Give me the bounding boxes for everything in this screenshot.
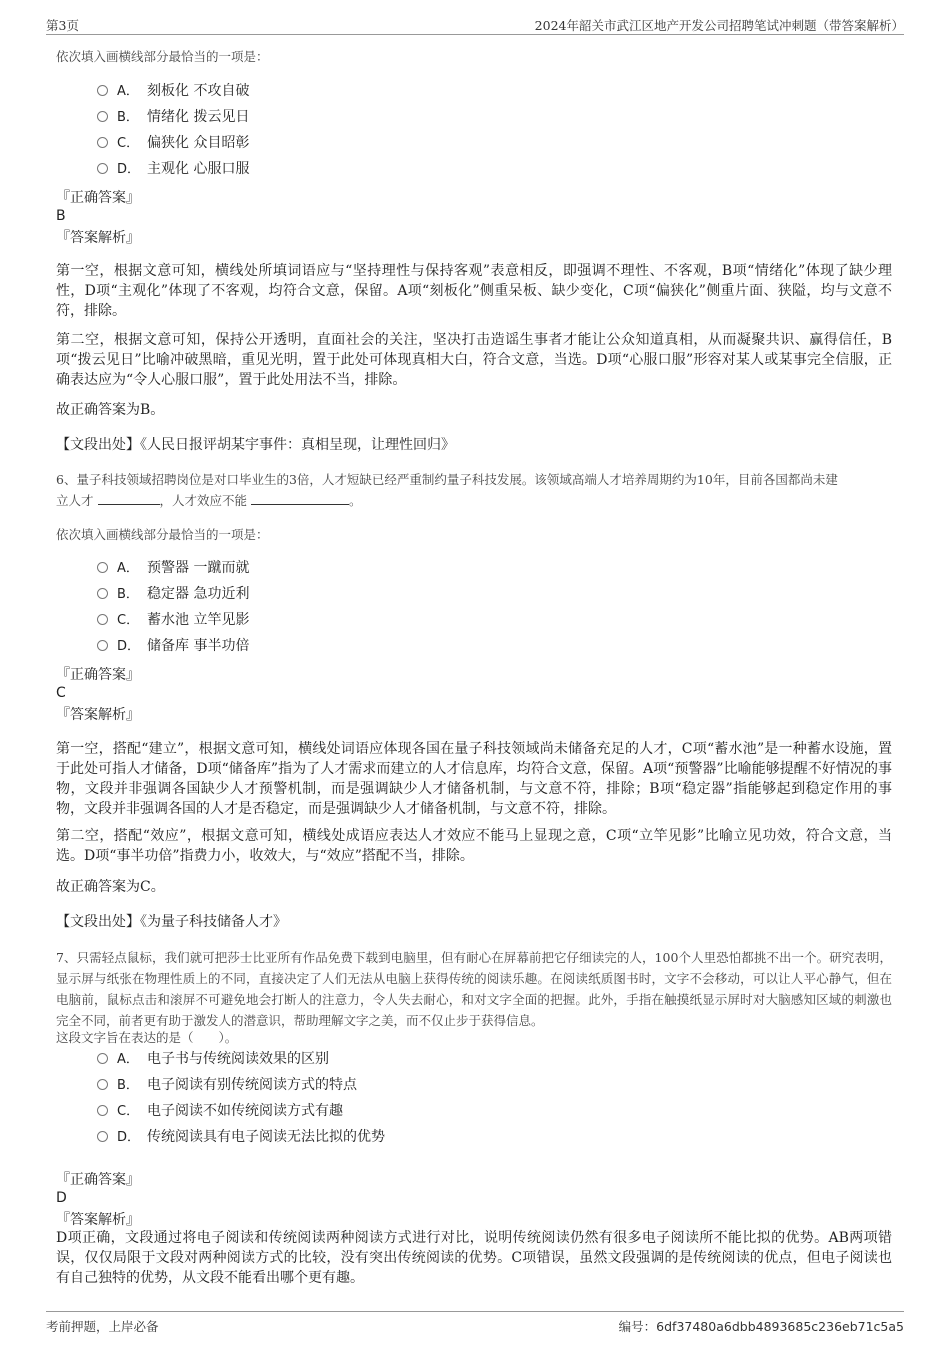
q6-analysis-para1: 第一空，搭配“建立”，根据文意可知，横线处词语应体现各国在量子科技领域尚未储备充足的人才，C项“蓄水池”是一种蓄水设施，置于此处可指人才储备，D项“储备库”指为了人才需求而建立的人才信息库，均符合文意，保留。A项“预警器”比喻能够提醒不好情况的事物，文段并非强调各国缺少人才预警机制，而是强调缺少人才储备机制，与文意不符，排除；B项“稳定器”指能够起到稳定作用的事物，文段并非强调各国的人才是否稳定，而是强调缺少人才储备机制，与文意不符，排除。 (56, 741, 892, 817)
radio-icon[interactable] (97, 1053, 108, 1064)
q6-stem: 6、量子科技领域招聘岗位是对口毕业生的3倍，人才短缺已经严重制约量子科技发展。该领域高端人才培养周期约为10年，目前各国都尚未建 立人才 ，人才效应不能 。 (56, 472, 838, 508)
radio-icon[interactable] (97, 85, 108, 96)
q5-analysis-para2: 第二空，根据文意可知，保持公开透明，直面社会的关注，坚决打击造谣生事者才能让公众知道真相，从而凝聚共识、赢得信任，B项“拨云见日”比喻冲破黑暗，重见光明，置于此处可体现真相大白，符合文意，当选。D项“心服口服”形容对某人或某事完全信服，正确表达应为“令人心服口服”，置于此处用法不当，排除。 (56, 332, 892, 388)
radio-icon[interactable] (97, 588, 108, 599)
q7-analysis-para1: D项正确，文段通过将电子阅读和传统阅读两种阅读方式进行对比，说明传统阅读仍然有很多电子阅读所不能比拟的优势。AB两项错误，仅仅局限于文段对两种阅读方式的比较，没有突出传统阅读的优势。C项错误，虽然文段强调的是传统阅读的优点，但电子阅读也有自己独特的优势，从文段不能看出哪个更有趣。 (56, 1230, 892, 1286)
document-code: 编号：6df37480a6dbb4893685c236eb71c5a5 (618, 1319, 904, 1334)
q5-option-c[interactable]: C． 偏狭化 众目昭彰 (97, 133, 249, 153)
q6-option-b[interactable]: B． 稳定器 急功近利 (97, 584, 249, 604)
page-header (46, 14, 904, 35)
q5-answer-label: 『正确答案』 (56, 190, 140, 206)
q7-answer: D (56, 1190, 67, 1206)
page-number: 第3页 (46, 18, 79, 33)
q7-answer-label: 『正确答案』 (56, 1172, 140, 1188)
q5-answer: B (56, 208, 66, 224)
radio-icon[interactable] (97, 640, 108, 651)
document-title: 2024年韶关市武江区地产开发公司招聘笔试冲刺题（带答案解析） (534, 18, 904, 33)
q5-option-a[interactable]: A． 刻板化 不攻自破 (97, 81, 249, 101)
radio-icon[interactable] (97, 1131, 108, 1142)
radio-icon[interactable] (97, 1079, 108, 1090)
fill-blank-1 (98, 492, 160, 505)
q5-prompt: 依次填入画横线部分最恰当的一项是： (56, 49, 269, 64)
q7-option-c[interactable]: C． 电子阅读不如传统阅读方式有趣 (97, 1101, 343, 1121)
q6-option-d[interactable]: D． 储备库 事半功倍 (97, 636, 249, 656)
q5-source: 【文段出处】《人民日报评胡某宇事件：真相呈现，让理性回归》 (56, 437, 455, 453)
q5-analysis-label: 『答案解析』 (56, 230, 140, 246)
q6-option-c[interactable]: C． 蓄水池 立竿见影 (97, 610, 249, 630)
q6-answer: C (56, 685, 66, 701)
q5-analysis-para1: 第一空，根据文意可知，横线处所填词语应与“坚持理性与保持客观”表意相反，即强调不理性、不客观，B项“情绪化”体现了缺少理性，D项“主观化”体现了不客观，均符合文意，保留。A项“刻板化”侧重呆板、缺少变化，C项“偏狭化”侧重片面、狭隘，均与文意不符，排除。 (56, 263, 892, 319)
radio-icon[interactable] (97, 1105, 108, 1116)
fill-blank-2 (251, 492, 349, 505)
radio-icon[interactable] (97, 614, 108, 625)
q7-question: 这段文字旨在表达的是（ ）。 (56, 1030, 238, 1045)
q7-stem: 7、只需轻点鼠标，我们就可把莎士比亚所有作品免费下载到电脑里，但有耐心在屏幕前把它仔细读完的人，100个人里恐怕都挑不出一个。研究表明，显示屏与纸张在物理性质上的不同，直接决定了人们无法从电脑上获得传统的阅读乐趣。在阅读纸质图书时，文字不会移动，可以让人平心静气，但在电脑前，鼠标点击和滚屏不可避免地会打断人的注意力，令人失去耐心，和对文字全面的把握。此外，手指在触摸纸显示屏时对大脑感知区域的刺激也完全不同，前者更有助于激发人的潜意识，帮助理解文字之美，而不仅止步于获得信息。 (56, 950, 892, 1028)
q6-conclusion: 故正确答案为C。 (56, 879, 165, 895)
radio-icon[interactable] (97, 562, 108, 573)
radio-icon[interactable] (97, 163, 108, 174)
q7-option-a[interactable]: A． 电子书与传统阅读效果的区别 (97, 1049, 329, 1069)
q6-prompt: 依次填入画横线部分最恰当的一项是： (56, 527, 269, 542)
q5-conclusion: 故正确答案为B。 (56, 402, 165, 418)
radio-icon[interactable] (97, 137, 108, 148)
page-footer (46, 1311, 904, 1332)
q6-option-a[interactable]: A． 预警器 一蹴而就 (97, 558, 249, 578)
q6-answer-label: 『正确答案』 (56, 667, 140, 683)
q7-analysis-label: 『答案解析』 (56, 1212, 140, 1228)
q7-option-b[interactable]: B． 电子阅读有别传统阅读方式的特点 (97, 1075, 357, 1095)
q5-option-b[interactable]: B． 情绪化 拨云见日 (97, 107, 249, 127)
radio-icon[interactable] (97, 111, 108, 122)
q6-source: 【文段出处】《为量子科技储备人才》 (56, 914, 287, 930)
q7-option-d[interactable]: D． 传统阅读具有电子阅读无法比拟的优势 (97, 1127, 385, 1147)
footer-slogan: 考前押题，上岸必备 (46, 1319, 159, 1334)
q6-analysis-para2: 第二空，搭配“效应”，根据文意可知，横线处成语应表达人才效应不能马上显现之意，C项“立竿见影”比喻立见功效，符合文意，当选。D项“事半功倍”指费力小，收效大，与“效应”搭配不当，排除。 (56, 828, 892, 864)
q5-option-d[interactable]: D． 主观化 心服口服 (97, 159, 249, 179)
q6-analysis-label: 『答案解析』 (56, 707, 140, 723)
